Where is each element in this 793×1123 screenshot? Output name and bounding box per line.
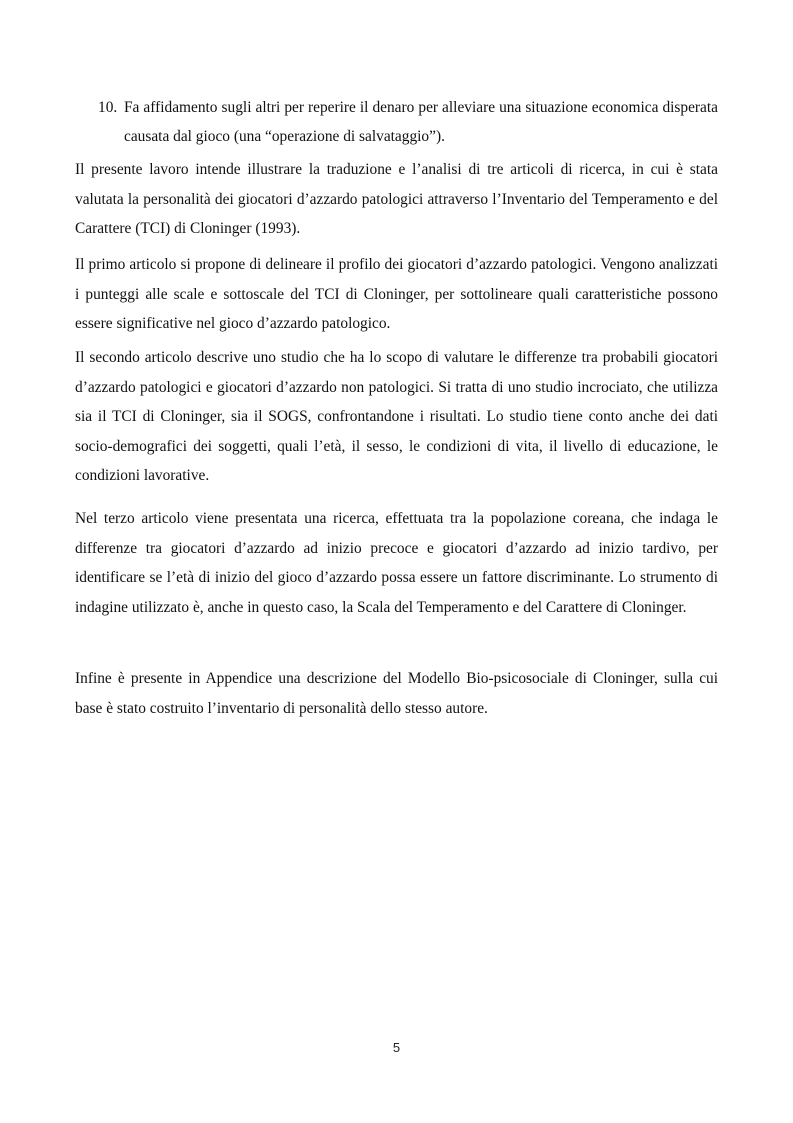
paragraph-second-article: Il secondo articolo descrive uno studio che ha lo scopo di valutare le differenze tra probabili giocatori d’azzardo patologici e giocatori d’azzardo non patologici. Si tratta di uno studio incrociato, che utilizza sia il TCI di Cloninger, sia il SOGS, confrontandone i risultati. Lo studio tiene conto anche dei dati socio-demografici dei soggetti, quali l’età, il sesso, le condizioni di vita, il livello di educazione, le condizioni lavorative. <box>75 349 718 484</box>
page-number: 5 <box>392 1040 401 1055</box>
paragraph-introduction: Il presente lavoro intende illustrare la traduzione e l’analisi di tre articoli di ricerca, in cui è stata valutata la personalità dei giocatori d’azzardo patologici attraverso l’Inventario del Temperamento e del Carattere (TCI) di Cloninger (1993). <box>75 161 718 237</box>
paragraph-appendix: Infine è presente in Appendice una descrizione del Modello Bio-psicosociale di Cloninger, sulla cui base è stato costruito l’inventario di personalità dello stesso autore. <box>75 670 718 717</box>
list-item-10 <box>98 93 718 151</box>
list-item-number: 10. <box>98 99 118 116</box>
paragraph-first-article: Il primo articolo si propone di delineare il profilo dei giocatori d’azzardo patologici. Vengono analizzati i punteggi alle scale e sottoscale del TCI di Cloninger, per sottolineare quali caratteristiche possono essere significative nel gioco d’azzardo patologico. <box>75 256 718 332</box>
list-item-text: Fa affidamento sugli altri per reperire il denaro per alleviare una situazione economica disperata causata dal gioco (una “operazione di salvataggio”). <box>124 99 718 145</box>
paragraph-third-article: Nel terzo articolo viene presentata una ricerca, effettuata tra la popolazione coreana, che indaga le differenze tra giocatori d’azzardo ad inizio precoce e giocatori d’azzardo ad inizio tardivo, per identificare se l’età di inizio del gioco d’azzardo possa essere un fattore discriminante. Lo strumento di indagine utilizzato è, anche in questo caso, la Scala del Temperamento e del Carattere di Cloninger. <box>75 510 718 616</box>
